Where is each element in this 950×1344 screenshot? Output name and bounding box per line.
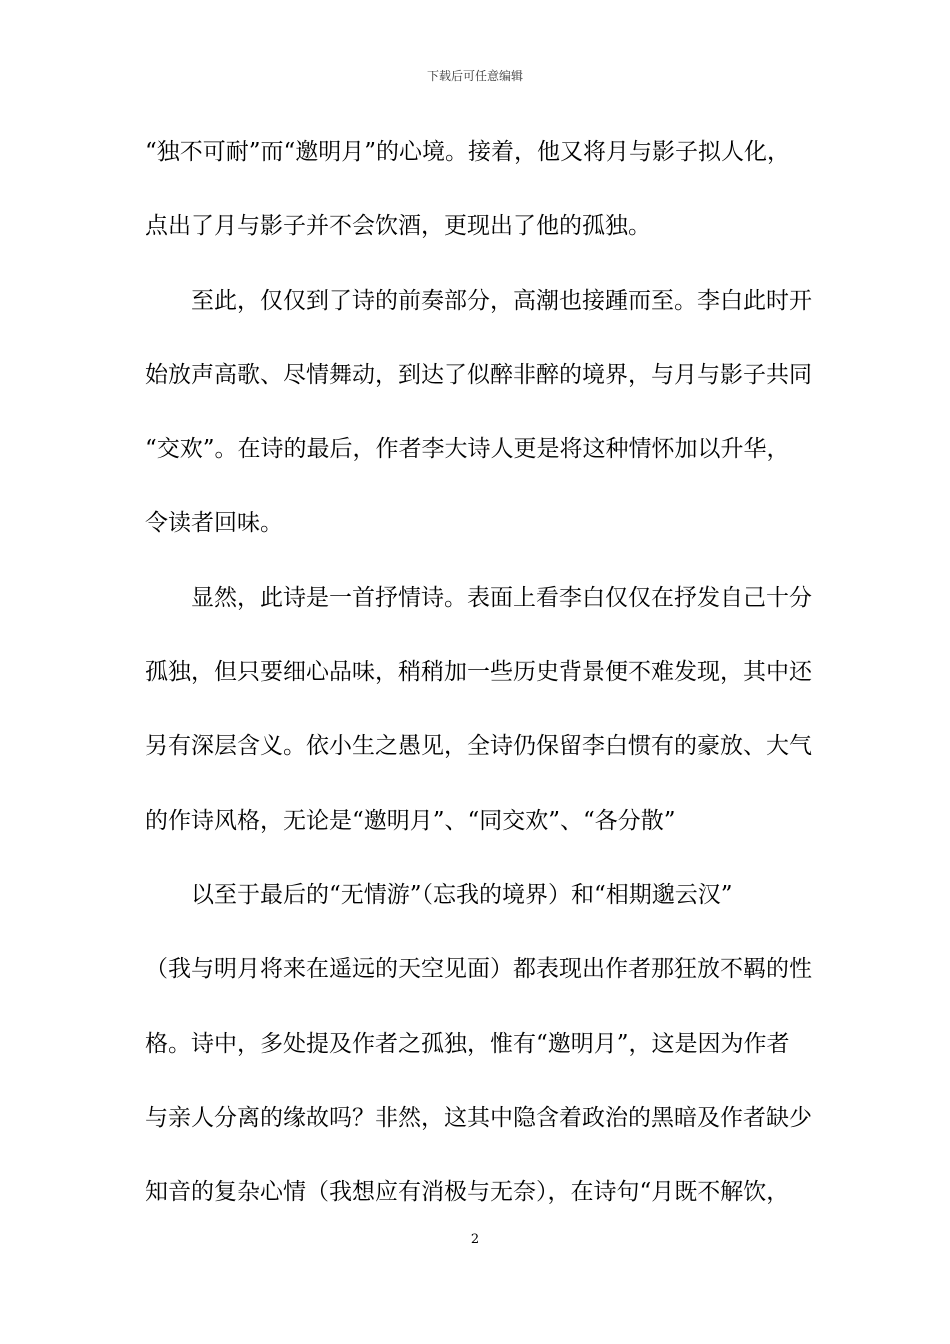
page-header: 下载后可任意编辑 xyxy=(426,69,523,83)
page-number: 2 xyxy=(470,1232,480,1247)
text-line: 的作诗风格，无论是“邀明月”、“同交欢”、“各分散” xyxy=(145,807,676,834)
text-line: “交欢”。在诗的最后，作者李大诗人更是将这种情怀加以升华， xyxy=(145,436,790,463)
text-line: 至此，仅仅到了诗的前奏部分，高潮也接踵而至。李白此时开 xyxy=(191,287,812,314)
text-line: 孤独，但只要细心品味，稍稍加一些历史背景便不难发现，其中还 xyxy=(145,659,812,686)
text-line: 点出了月与影子并不会饮酒，更现出了他的孤独。 xyxy=(145,213,651,240)
text-line: 知音的复杂心情（我想应有消极与无奈），在诗句“月既不解饮， xyxy=(145,1179,790,1206)
text-line: （我与明月将来在遥远的天空见面）都表现出作者那狂放不羁的性 xyxy=(145,956,812,983)
text-line: 以至于最后的“无情游”（忘我的境界）和“相期邈云汉” xyxy=(191,881,733,908)
text-line: 与亲人分离的缘故吗？非然，这其中隐含着政治的黑暗及作者缺少 xyxy=(145,1104,812,1131)
text-line: “独不可耐”而“邀明月”的心境。接着，他又将月与影子拟人化， xyxy=(145,139,791,165)
text-line: 始放声高歌、尽情舞动，到达了似醉非醉的境界，与月与影子共同 xyxy=(145,361,812,388)
text-line: 格。诗中，多处提及作者之孤独，惟有“邀明月”，这是因为作者 xyxy=(145,1030,790,1057)
text-line: 另有深层含义。依小生之愚见，全诗仍保留李白惯有的豪放、大气 xyxy=(145,733,812,760)
text-line: 令读者回味。 xyxy=(145,510,283,537)
body-text xyxy=(145,127,815,1241)
text-line: 显然，此诗是一首抒情诗。表面上看李白仅仅在抒发自己十分 xyxy=(191,584,812,611)
